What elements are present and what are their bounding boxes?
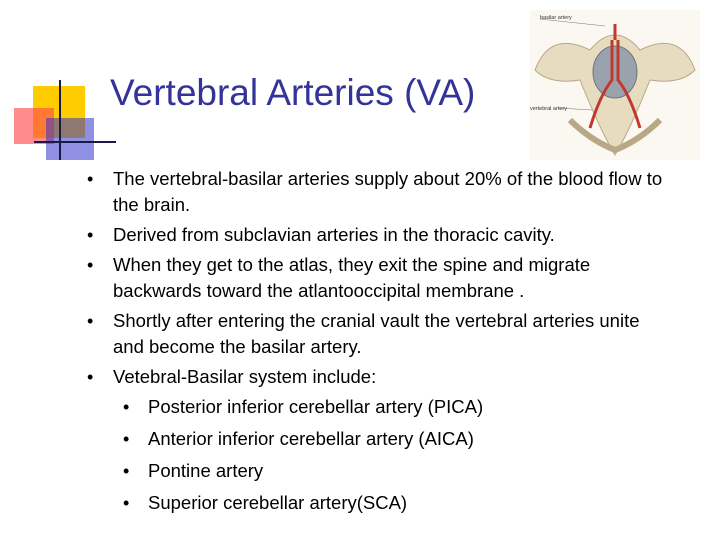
decor-vertical-line <box>59 80 61 160</box>
bullet-marker: • <box>87 225 94 245</box>
sub-bullet-item: • Posterior inferior cerebellar artery (PICA) <box>0 394 720 420</box>
bullet-marker: • <box>123 429 130 449</box>
bullet-item: • Derived from subclavian arteries in the thoracic cavity. <box>0 222 720 248</box>
bullet-marker: • <box>123 461 130 481</box>
bullet-marker: • <box>87 255 94 275</box>
bullet-marker: • <box>87 169 94 189</box>
bullet-item: • The vertebral-basilar arteries supply about 20% of the blood flow to the brain. <box>87 168 663 215</box>
bullet-item: • When they get to the atlas, they exit the spine and migrate backwards toward the atlantooccipital membrane . <box>87 254 591 301</box>
sub-bullet-item: • Anterior inferior cerebellar artery (AICA) <box>0 426 720 452</box>
bullet-list <box>0 166 720 522</box>
decor-horizontal-line <box>34 141 116 143</box>
sub-bullet-item: • Pontine artery <box>0 458 720 484</box>
sub-bullet-item: • Superior cerebellar artery(SCA) <box>0 490 720 516</box>
bullet-item: • Vetebral-Basilar system include: <box>0 364 720 390</box>
bullet-item: • Shortly after entering the cranial vault the vertebral arteries unite and become the basilar artery. <box>87 310 640 357</box>
figure-label-vertebral: vertebral artery <box>530 106 567 112</box>
figure-label-basilar: basilar artery <box>540 15 572 21</box>
bullet-marker: • <box>87 367 94 387</box>
bullet-marker: • <box>87 311 94 331</box>
slide-title: Vertebral Arteries (VA) <box>110 72 476 113</box>
bullet-marker: • <box>123 493 130 513</box>
decor-blue-square <box>46 118 94 160</box>
anatomy-illustration <box>530 10 700 160</box>
bullet-marker: • <box>123 397 130 417</box>
